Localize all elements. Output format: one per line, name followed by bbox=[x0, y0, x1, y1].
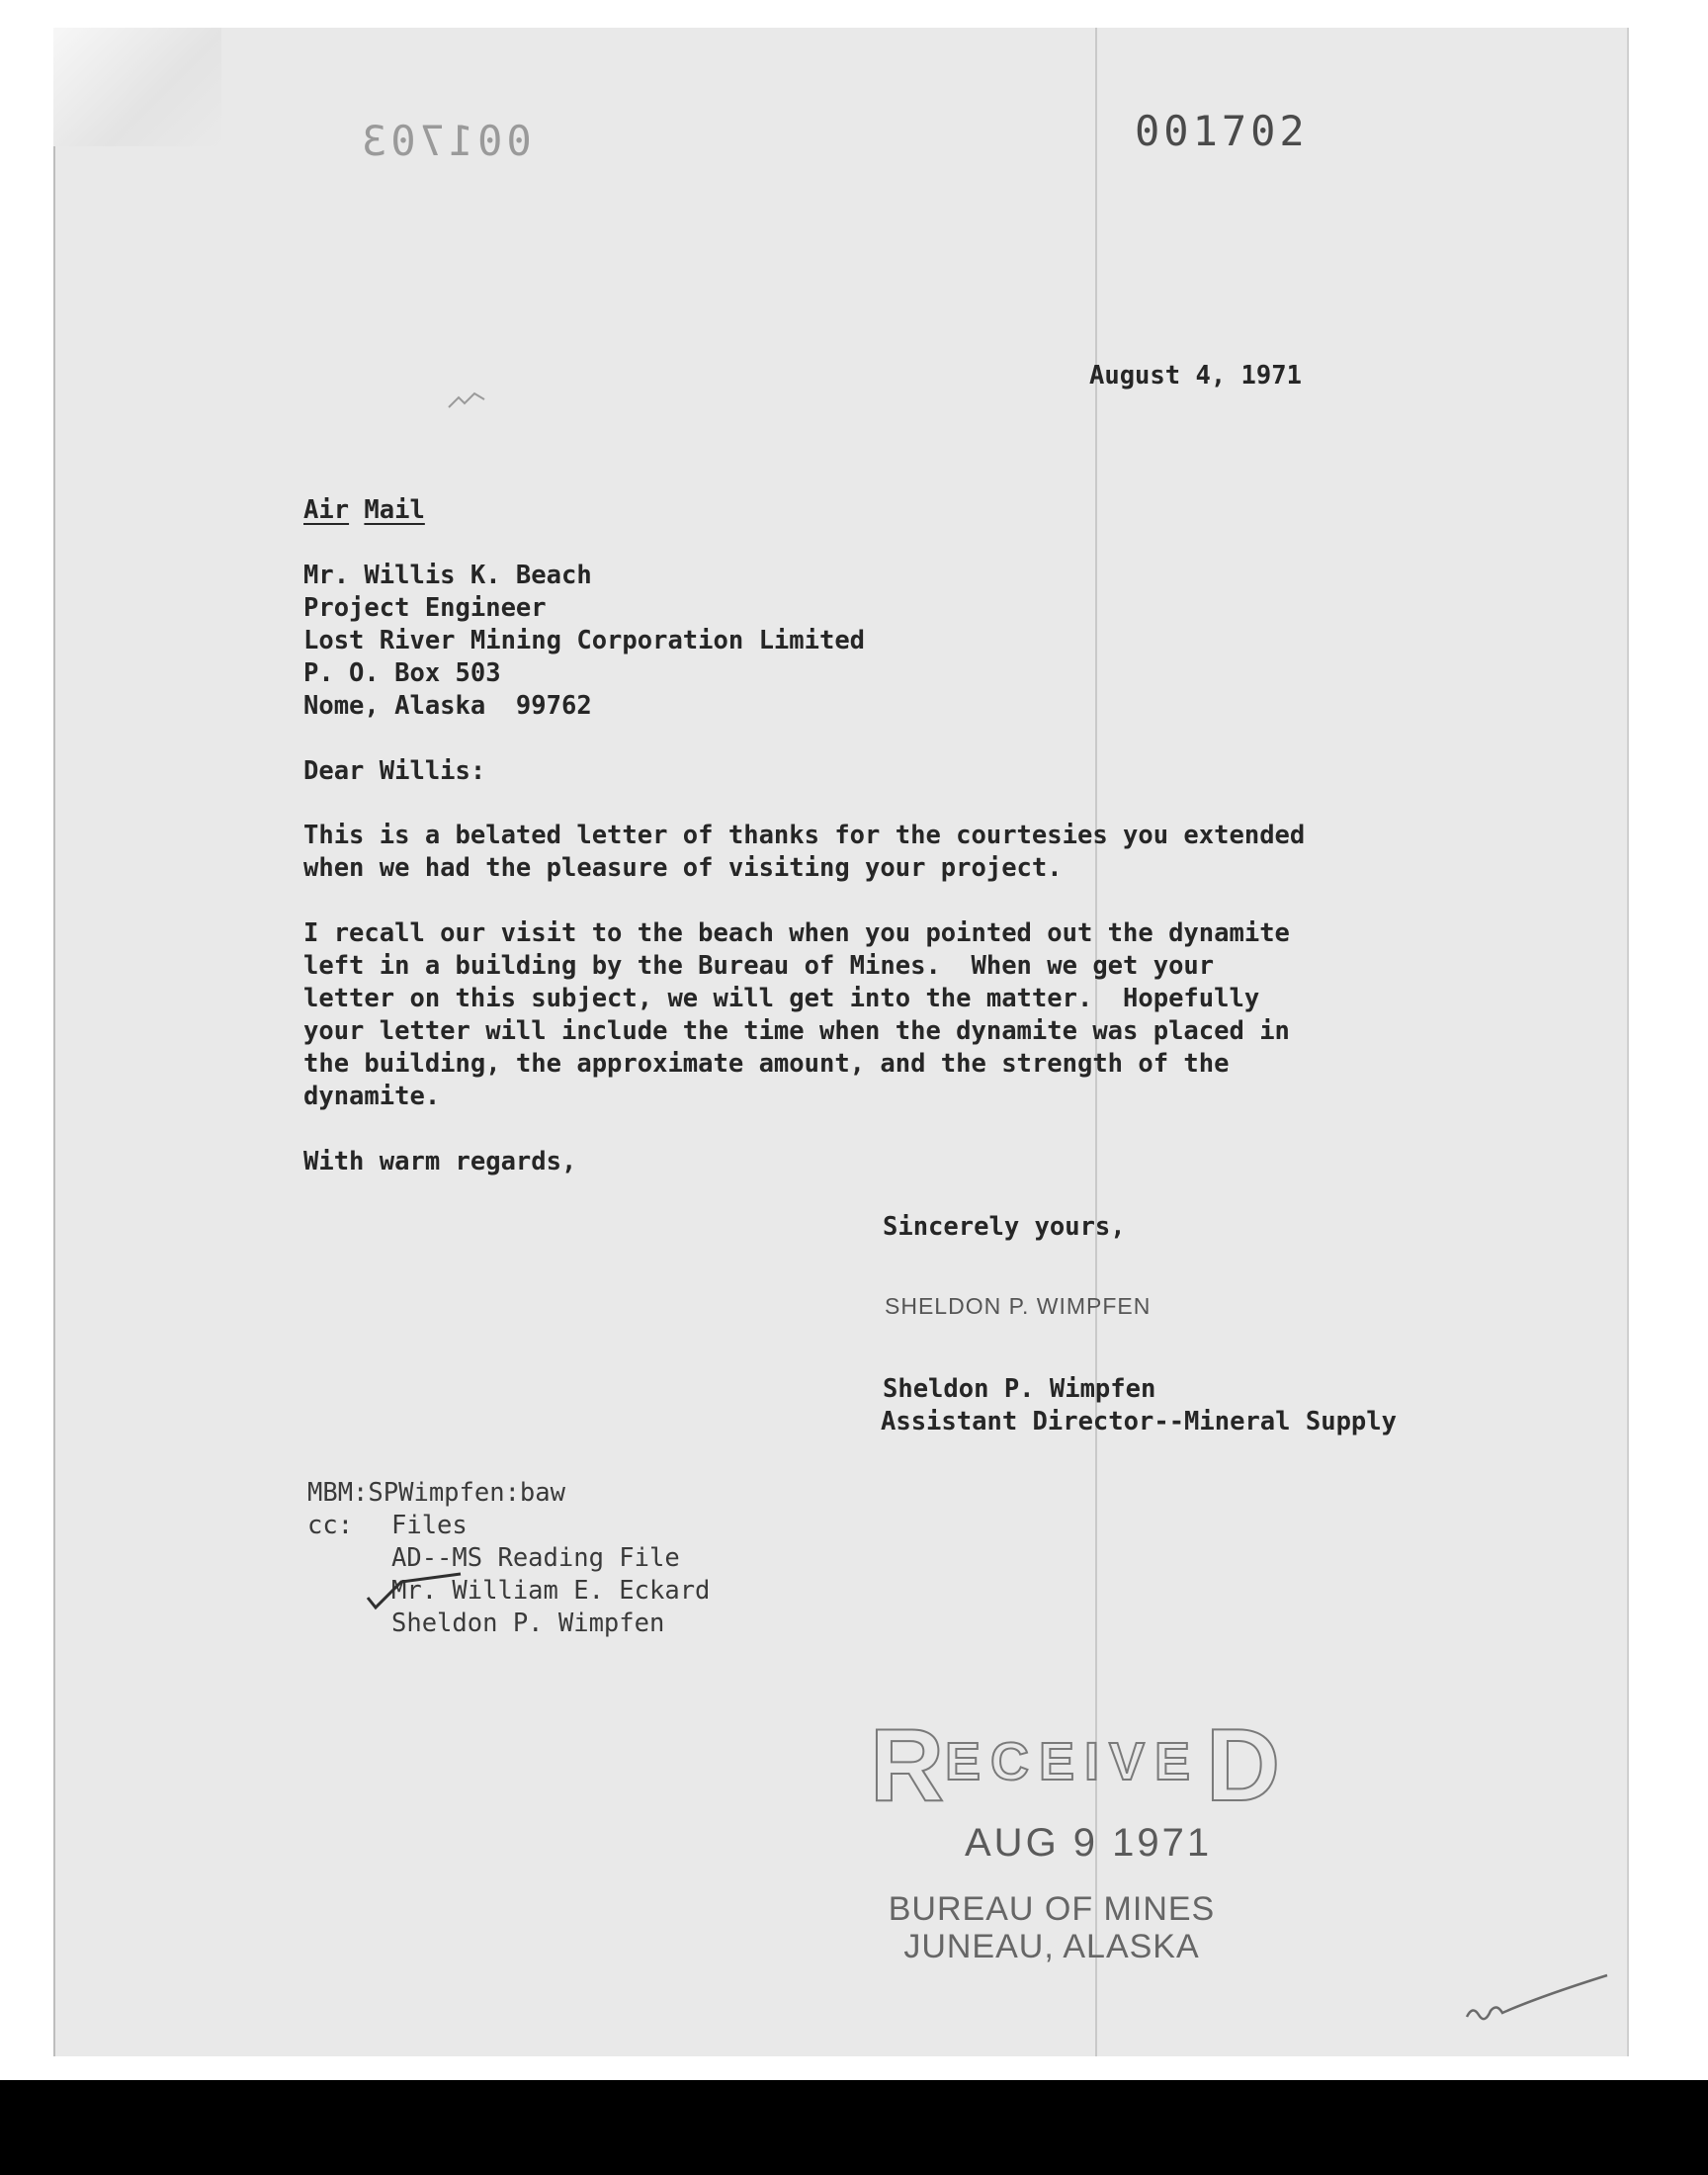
delivery-method bbox=[303, 494, 425, 527]
body-line: the building, the approximate amount, and the strength of the bbox=[303, 1049, 1230, 1079]
address-line: Project Engineer bbox=[303, 593, 547, 623]
received-stamp-text: ECEIVE bbox=[945, 1732, 1201, 1791]
handwritten-mark bbox=[1459, 1967, 1617, 2037]
delivery-word-2: Mail bbox=[364, 495, 425, 525]
regards: With warm regards, bbox=[303, 1147, 577, 1176]
reference-initials: MBM:SPWimpfen:baw bbox=[307, 1478, 565, 1508]
address-line: Lost River Mining Corporation Limited bbox=[303, 626, 866, 655]
document-number: 001702 bbox=[1135, 107, 1309, 155]
received-stamp-date: AUG 9 1971 bbox=[965, 1821, 1213, 1865]
cc-recipient: Sheldon P. Wimpfen bbox=[391, 1609, 665, 1638]
signature: SHELDON P. WIMPFEN bbox=[885, 1293, 1152, 1319]
address-line: Mr. Willis K. Beach bbox=[303, 561, 592, 590]
closing: Sincerely yours, bbox=[883, 1212, 1126, 1242]
body-line: letter on this subject, we will get into the matter. Hopefully bbox=[303, 984, 1260, 1013]
body-line: I recall our visit to the beach when you pointed out the dynamite bbox=[303, 918, 1290, 948]
letter-date: August 4, 1971 bbox=[1089, 361, 1302, 391]
received-stamp-org-line1: BUREAU OF MINES bbox=[888, 1890, 1216, 1928]
body-line: left in a building by the Bureau of Mines. When we get your bbox=[303, 951, 1215, 981]
pencil-mark bbox=[445, 386, 494, 415]
signer-name: Sheldon P. Wimpfen bbox=[883, 1374, 1156, 1404]
cc-recipient: Mr. William E. Eckard bbox=[391, 1576, 711, 1606]
delivery-word-1: Air bbox=[303, 495, 350, 525]
body-line: dynamite. bbox=[303, 1082, 441, 1111]
received-stamp-r: R bbox=[870, 1708, 951, 1823]
cc-label: cc: bbox=[307, 1511, 354, 1540]
body-line: when we had the pleasure of visiting your project. bbox=[303, 853, 1063, 883]
mirrored-document-number: 001703 bbox=[358, 117, 532, 165]
check-mark-icon bbox=[362, 1568, 470, 1613]
page-corner-fold bbox=[53, 28, 221, 146]
scan-border bbox=[0, 2080, 1708, 2175]
address-line: Nome, Alaska 99762 bbox=[303, 691, 592, 721]
signer-title: Assistant Director--Mineral Supply bbox=[881, 1407, 1397, 1436]
received-stamp-d: D bbox=[1206, 1708, 1287, 1823]
received-stamp-org-line2: JUNEAU, ALASKA bbox=[903, 1928, 1200, 1965]
address-line: P. O. Box 503 bbox=[303, 658, 501, 688]
salutation: Dear Willis: bbox=[303, 756, 486, 786]
body-line: your letter will include the time when the dynamite was placed in bbox=[303, 1016, 1290, 1046]
cc-recipient: Files bbox=[391, 1511, 468, 1540]
body-line: This is a belated letter of thanks for the courtesies you extended bbox=[303, 821, 1306, 850]
cc-recipient: AD--MS Reading File bbox=[391, 1543, 680, 1573]
